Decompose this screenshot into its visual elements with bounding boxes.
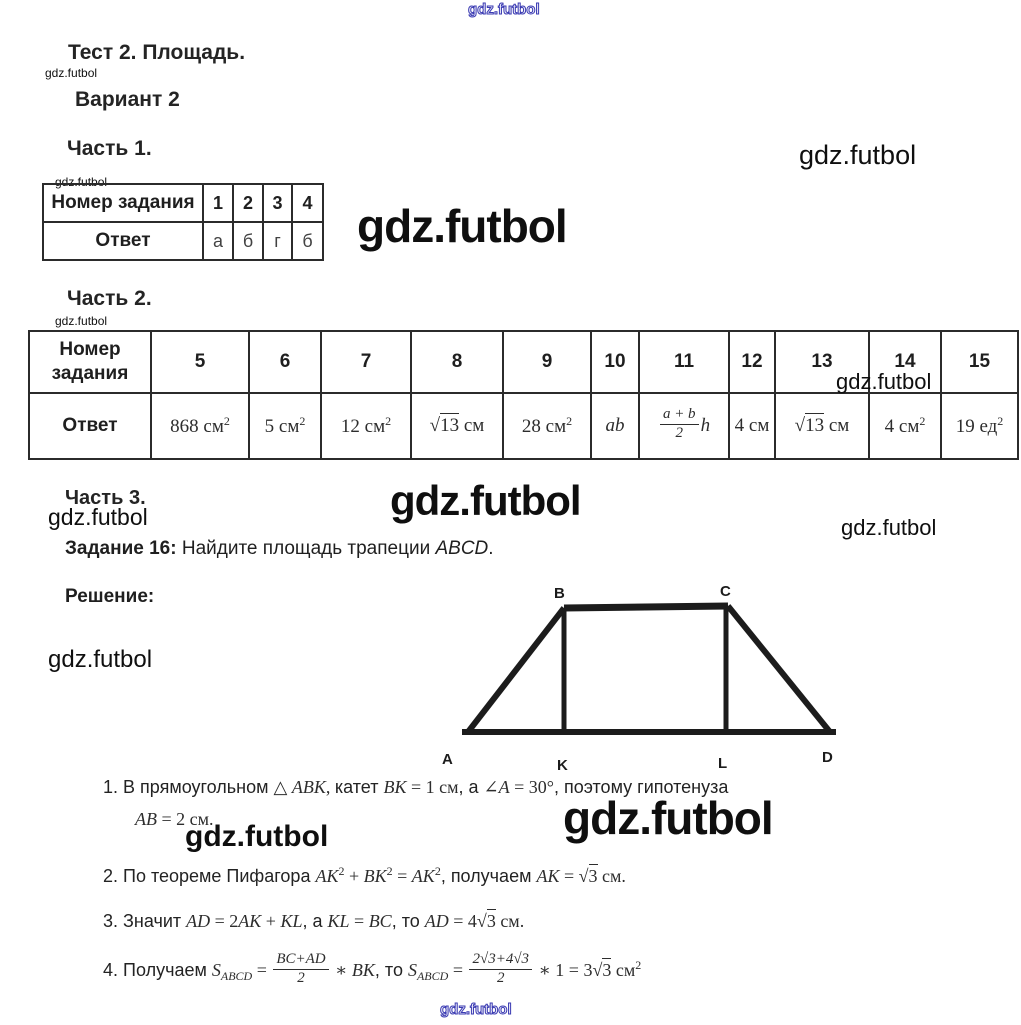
answer-cell: 4 см bbox=[729, 393, 775, 459]
table-row bbox=[29, 393, 1018, 459]
answer-cell: г bbox=[263, 222, 292, 260]
number-cell: 9 bbox=[503, 331, 591, 393]
solution-step-1: 1. В прямоугольном △ ABK, катет BK = 1 см, а ∠A = 30°, поэтому гипотенуза bbox=[103, 777, 729, 797]
part2-heading: Часть 2. bbox=[67, 287, 152, 310]
row-label: Номер задания bbox=[29, 331, 151, 393]
answer-cell: б bbox=[292, 222, 323, 260]
number-cell: 12 bbox=[729, 331, 775, 393]
number-cell: 14 bbox=[869, 331, 941, 393]
side-BC bbox=[564, 606, 728, 608]
watermark: gdz.futbol bbox=[563, 792, 773, 844]
answer-cell: 4 $см^2$ bbox=[869, 393, 941, 459]
part2-answer-table bbox=[28, 330, 1019, 460]
number-cell: 10 bbox=[591, 331, 639, 393]
side-CD bbox=[728, 606, 830, 732]
watermark: gdz.futbol bbox=[799, 140, 917, 170]
watermark: gdz.futbol bbox=[45, 66, 98, 80]
solution-step-4: 4. Получаем $S_{ABCD}$ = $\frac{BC+AD}{2}$ ∗ BK, то $S_{ABCD}$ = $\frac{2√3+4√3}{2}$ ∗ 1 = 3√3 $см^2$ bbox=[103, 951, 642, 987]
watermark: gdz.futbol bbox=[55, 314, 108, 328]
watermark: gdz.futbol bbox=[836, 369, 932, 394]
table-row bbox=[43, 222, 323, 260]
answer-cell: 5 $см^2$ bbox=[249, 393, 321, 459]
answer-cell: √13 см bbox=[411, 393, 503, 459]
answer-cell: 868 $см^2$ bbox=[151, 393, 249, 459]
number-cell: 15 bbox=[941, 331, 1018, 393]
part1-heading: Часть 1. bbox=[67, 137, 152, 160]
number-cell: 4 bbox=[292, 184, 323, 222]
trapezoid-figure bbox=[430, 572, 860, 780]
watermark-bottom: gdz.futbol bbox=[440, 1001, 512, 1018]
answer-cell: $\frac{a + b}{2}$ h bbox=[639, 393, 729, 459]
number-cell: 6 bbox=[249, 331, 321, 393]
number-cell: 13 bbox=[775, 331, 869, 393]
row-label: Ответ bbox=[29, 393, 151, 459]
table-row bbox=[43, 184, 323, 222]
solution-step-3: 3. Значит AD = 2AK + KL, а KL = BC, то AD = 4√3 см. bbox=[103, 911, 525, 931]
answer-cell: √13 см bbox=[775, 393, 869, 459]
watermark: gdz.futbol bbox=[48, 504, 148, 530]
number-cell: 11 bbox=[639, 331, 729, 393]
watermark: gdz.futbol bbox=[357, 200, 567, 252]
vertex-label-C: C bbox=[720, 583, 731, 600]
vertex-label-K: K bbox=[557, 757, 568, 774]
number-cell: 5 bbox=[151, 331, 249, 393]
number-cell: 7 bbox=[321, 331, 411, 393]
vertex-label-L: L bbox=[718, 755, 728, 772]
number-cell: 2 bbox=[233, 184, 263, 222]
variant-label: Вариант 2 bbox=[75, 88, 180, 111]
vertex-label-B: B bbox=[554, 585, 565, 602]
vertex-label-D: D bbox=[822, 749, 833, 766]
solution-label: Решение: bbox=[65, 586, 155, 607]
solution-step-2: 2. По теореме Пифагора $AK^2 + BK^2 = AK^2$, получаем AK = √3 см. bbox=[103, 864, 626, 886]
watermark: gdz.futbol bbox=[55, 175, 108, 189]
task-16-text: Задание 16: Найдите площадь трапеции ABCD. bbox=[65, 538, 494, 559]
answer-cell: б bbox=[233, 222, 263, 260]
part1-answer-table bbox=[42, 183, 324, 261]
number-cell: 1 bbox=[203, 184, 233, 222]
number-cell: 3 bbox=[263, 184, 292, 222]
answer-cell: 12 $см^2$ bbox=[321, 393, 411, 459]
watermark: gdz.futbol bbox=[841, 515, 937, 540]
part3-heading: Часть 3. bbox=[65, 487, 146, 509]
answer-cell: ab bbox=[591, 393, 639, 459]
solution-step-1-cont: AB = 2 см. bbox=[135, 809, 214, 829]
vertex-label-A: A bbox=[442, 751, 453, 768]
watermark: gdz.futbol bbox=[48, 646, 153, 673]
watermark: gdz.futbol bbox=[390, 477, 581, 524]
answer-cell: а bbox=[203, 222, 233, 260]
watermark-top: gdz.futbol bbox=[468, 1, 540, 18]
number-cell: 8 bbox=[411, 331, 503, 393]
row-label: Номер задания bbox=[43, 184, 203, 222]
page-title: Тест 2. Площадь. bbox=[68, 41, 246, 64]
side-AB bbox=[468, 608, 564, 732]
watermark: gdz.futbol bbox=[185, 820, 329, 853]
row-label: Ответ bbox=[43, 222, 203, 260]
answer-cell: 28 $см^2$ bbox=[503, 393, 591, 459]
answer-cell: 19 $ед^2$ bbox=[941, 393, 1018, 459]
